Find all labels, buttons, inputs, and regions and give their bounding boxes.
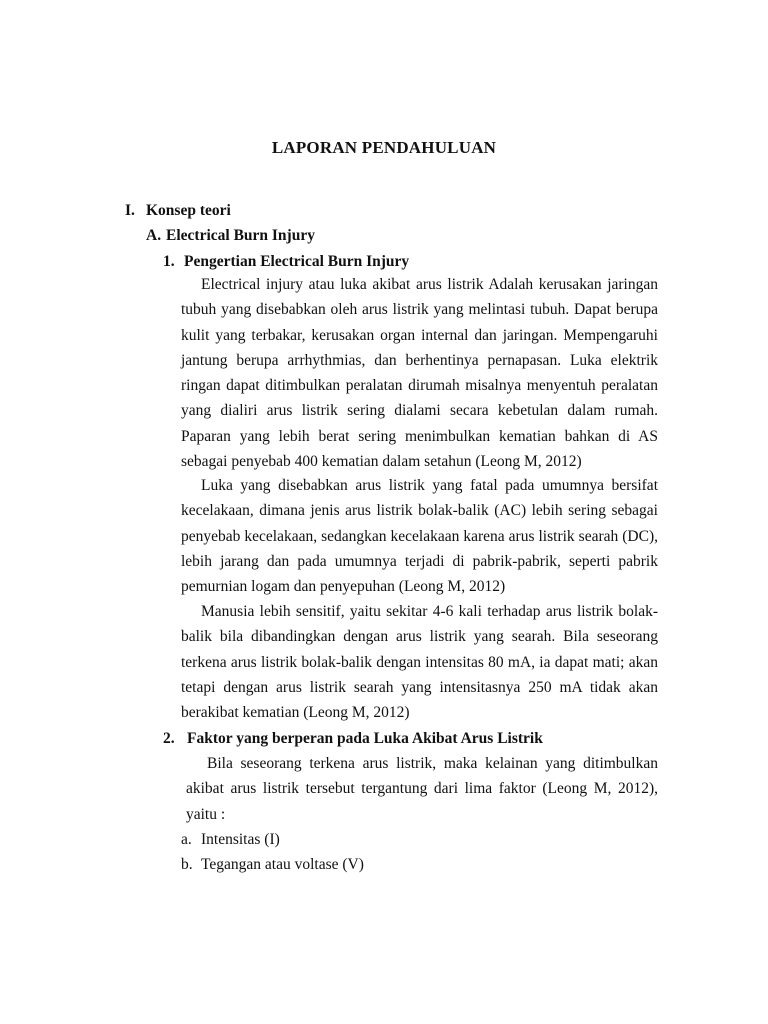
subsection-label: Electrical Burn Injury — [166, 227, 315, 244]
subsection-number: A. — [146, 227, 162, 244]
paragraph-ac-dc: Luka yang disebabkan arus listrik yang fatal pada umumnya bersifat kecelakaan, dimana jenis arus listrik bolak-balik (AC) lebih sering sebagai penyebab kecelakaan, sedangkan kecelakaan karena arus listrik searah (DC), lebih jarang dan pada umumnya terjadi di pabrik-pabrik, seperti pabrik pemurnian logam dan penyepuhan (Leong M, 2012) — [181, 477, 658, 596]
paragraph-definition: Electrical injury atau luka akibat arus listrik Adalah kerusakan jaringan tubuh yang disebabkan oleh arus listrik yang melintasi tubuh. Dapat berupa kulit yang terbakar, kerusakan organ internal dan jaringan. Mempengaruhi jantung berupa arrhythmias, dan berhentinya pernapasan. Luka elektrik ringan dapat ditimbulkan peralatan dirumah misalnya menyentuh peralatan yang dialiri arus listrik sering dialami secara kebetulan dalam rumah. Paparan yang lebih berat sering menimbulkan kematian bahkan di AS sebagai penyebab 400 kematian dalam setahun (Leong M, 2012) — [181, 276, 658, 471]
section-number: I. — [125, 202, 135, 219]
subsection-heading-pengertian — [163, 252, 409, 272]
list-marker: b. — [181, 856, 193, 873]
section-label: Konsep teori — [146, 202, 231, 219]
subsection-heading-faktor — [163, 729, 543, 749]
subsection-number: 2. — [163, 730, 175, 747]
subsection-label: Pengertian Electrical Burn Injury — [184, 253, 410, 270]
list-marker: a. — [181, 831, 192, 848]
list-item-intensitas — [181, 829, 280, 851]
section-heading-konsep-teori — [125, 201, 231, 221]
subsection-label: Faktor yang berperan pada Luka Akibat Arus Listrik — [187, 730, 543, 747]
list-item-label: Tegangan atau voltase (V) — [201, 856, 364, 873]
paragraph-five-factors: Bila seseorang terkena arus listrik, maka kelainan yang ditimbulkan akibat arus listrik tersebut tergantung dari lima faktor (Leong M, 2012), yaitu : — [186, 755, 658, 823]
document-title: LAPORAN PENDAHULUAN — [271, 138, 497, 157]
list-item-label: Intensitas (I) — [201, 831, 280, 848]
paragraph-sensitivity: Manusia lebih sensitif, yaitu sekitar 4-6 kali terhadap arus listrik bolak-balik bila dibandingkan dengan arus listrik yang searah. Bila seseorang terkena arus listrik bolak-balik dengan intensitas 80 mA, ia dapat mati; akan tetapi dengan arus listrik searah yang intensitasnya 250 mA tidak akan berakibat kematian (Leong M, 2012) — [181, 603, 658, 722]
list-item-tegangan — [181, 854, 364, 876]
subsection-number: 1. — [163, 253, 175, 270]
subsection-heading-electrical-burn-injury — [146, 226, 315, 246]
